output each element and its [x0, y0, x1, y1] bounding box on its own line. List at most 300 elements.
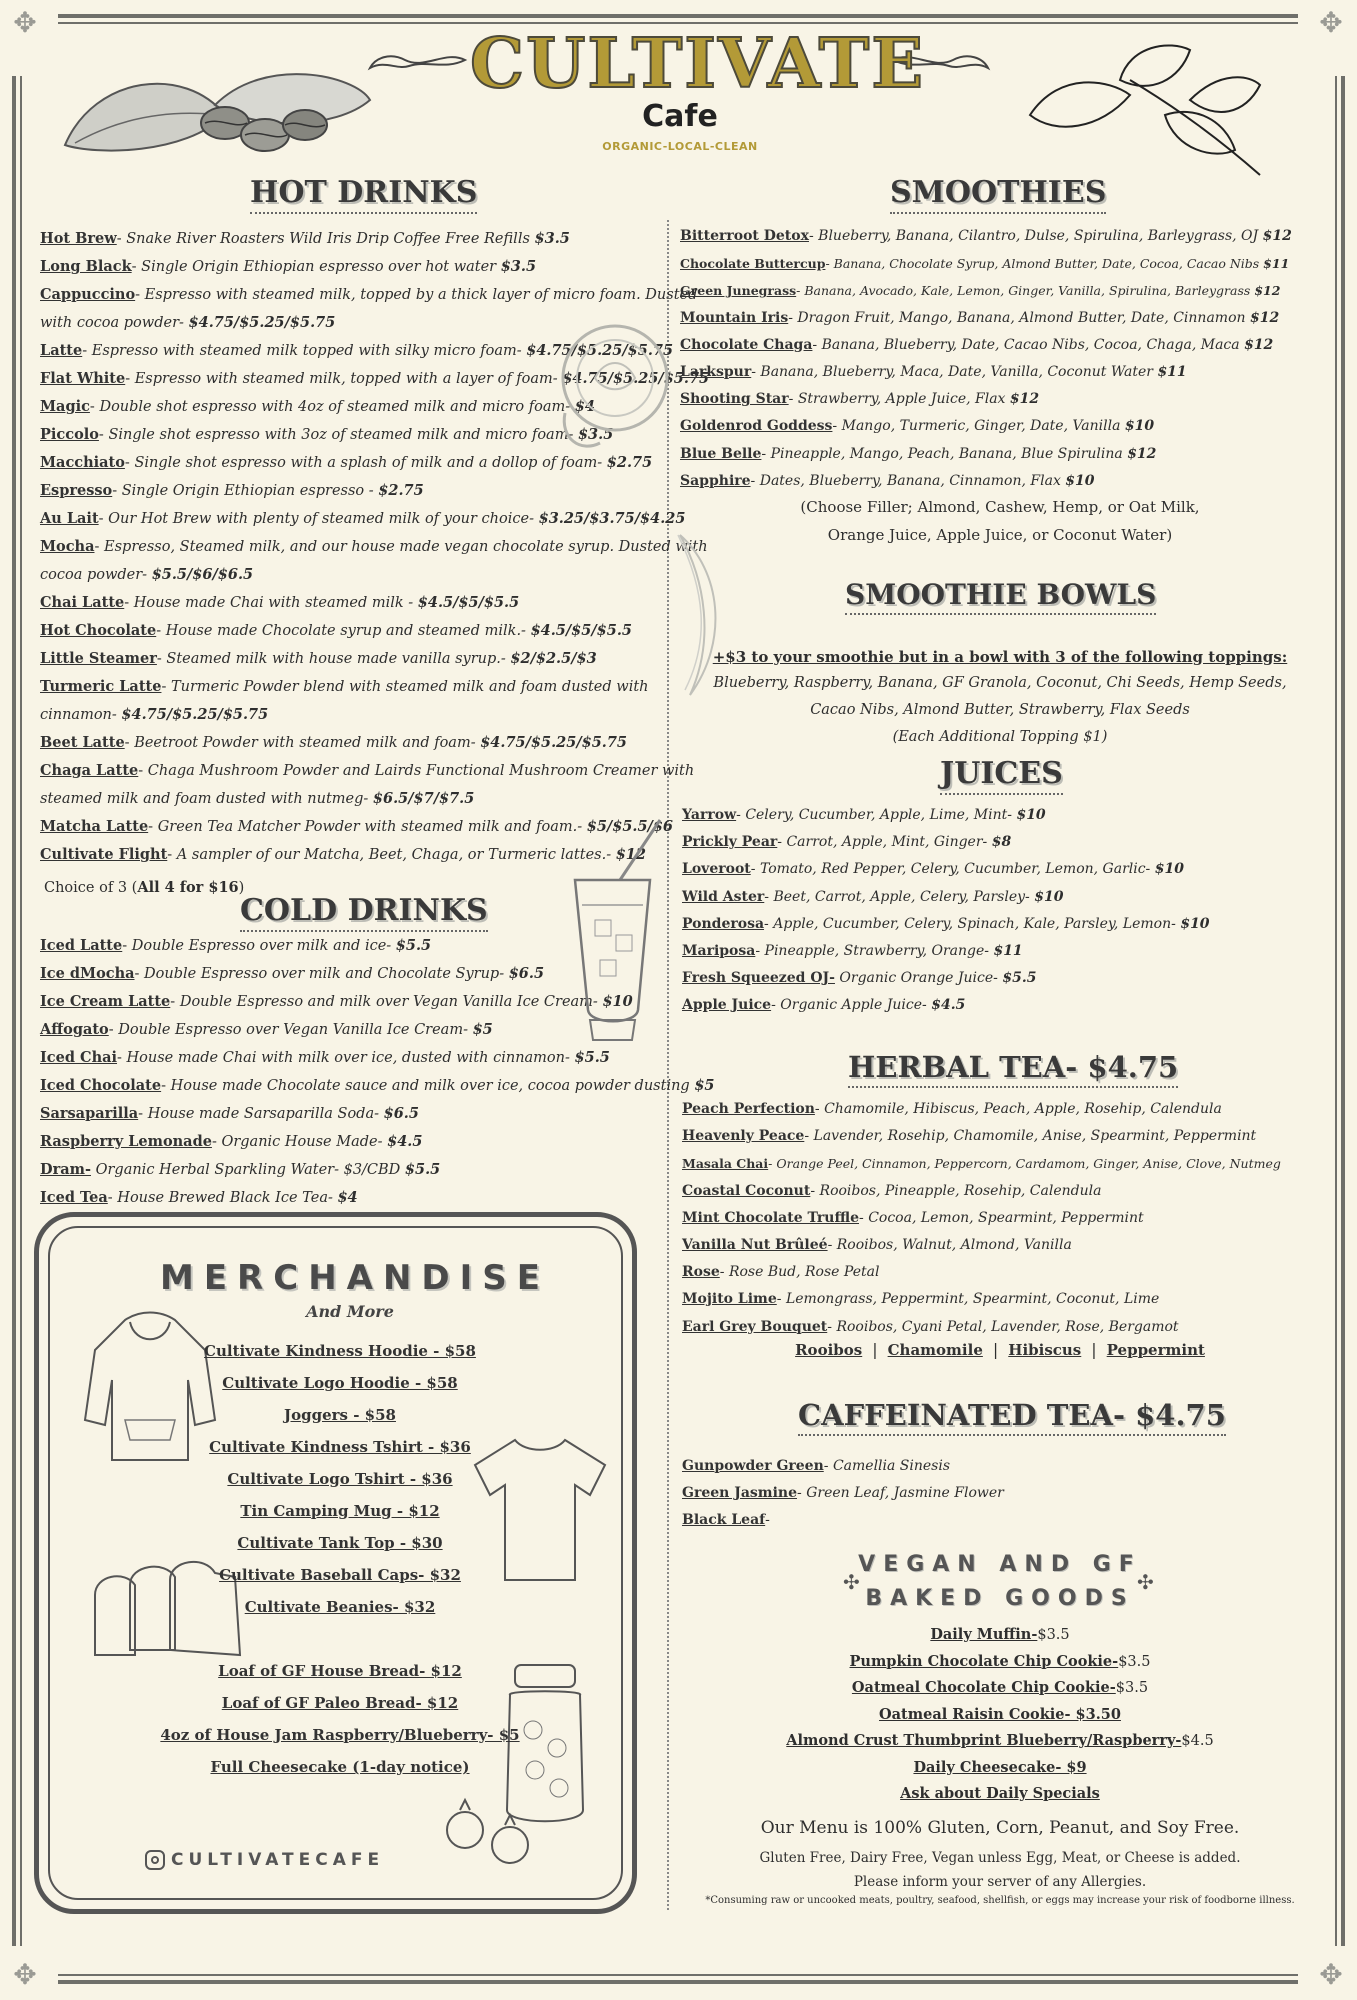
item-desc: House Brewed Black Ice Tea-: [117, 1190, 333, 1206]
list-item: Macchiato- Single shot espresso with a splash of milk and a dollop of foam- $2.75: [40, 454, 653, 471]
list-item: Affogato- Double Espresso over Vegan Vanilla Ice Cream- $5: [40, 1021, 493, 1038]
merch-item: Cultivate Tank Top - $30: [237, 1534, 443, 1552]
corner-ornament-icon: ✥: [1319, 1958, 1343, 1991]
item-desc: Dates, Blueberry, Banana, Cinnamon, Flax: [759, 472, 1061, 489]
item-price: $12: [615, 846, 646, 863]
list-item: Apple Juice- Organic Apple Juice- $4.5: [682, 997, 966, 1014]
item-price: $6.5: [383, 1105, 419, 1122]
item-price: $10: [1180, 915, 1210, 932]
item-desc: Camellia Sinesis: [832, 1458, 951, 1474]
item-name: Rose: [682, 1264, 720, 1281]
item-price: $5.5: [1002, 970, 1037, 987]
item-price: $5.5: [404, 1161, 441, 1178]
item-desc: House made Chai with milk over ice, dusted with cinnamon-: [126, 1050, 570, 1066]
item-desc: Organic Orange Juice-: [839, 970, 998, 987]
list-item: [682, 965, 1332, 992]
item-desc: Organic Apple Juice-: [780, 997, 927, 1014]
item-desc: Chamomile, Hibiscus, Peach, Apple, Rosehip, Calendula: [824, 1101, 1222, 1117]
bowls-lead: +$3 to your smoothie but in a bowl with 3 of the following toppings:: [712, 648, 1288, 666]
item-price: $3.5: [577, 426, 614, 443]
item-price: $3.5: [500, 258, 537, 275]
smoothies-title: SMOOTHIES: [890, 175, 1106, 214]
left-rule-outer: [12, 76, 16, 1946]
item-name: Cappuccino: [40, 286, 136, 303]
item-desc: A sampler of our Matcha, Beet, Chaga, or Turmeric lattes.-: [176, 847, 612, 863]
item-desc: Our Hot Brew with plenty of steamed milk of your choice-: [108, 511, 534, 527]
item-desc: Beetroot Powder with steamed milk and foam-: [134, 735, 476, 751]
item-name: Apple Juice: [682, 997, 772, 1014]
item-name: Raspberry Lemonade: [40, 1133, 212, 1150]
hot-drinks-title: HOT DRINKS: [250, 175, 477, 214]
item-price: $10: [1154, 861, 1184, 878]
list-item: Flat White- Espresso with steamed milk, topped with a layer of foam- $4.75/$5.25/$5.75: [40, 370, 710, 387]
raspberries-illustration-icon: [440, 1795, 540, 1875]
list-item: Magic- Double shot espresso with 4oz of steamed milk and micro foam- $4: [40, 398, 595, 415]
item-name: Latte: [40, 342, 83, 359]
list-item: Earl Grey Bouquet- Rooibos, Cyani Petal, Lavender, Rose, Bergamot: [682, 1318, 1179, 1335]
item-name: Dram-: [40, 1161, 91, 1178]
item-price: $11: [1263, 256, 1290, 272]
list-item: [40, 785, 665, 813]
right-rule-inner: [1335, 76, 1337, 1946]
list-item: Black Leaf-: [682, 1512, 770, 1529]
item-price: $10: [1034, 888, 1064, 905]
bowls-toppings-1: Blueberry, Raspberry, Banana, GF Granola, Coconut, Chi Seeds, Hemp Seeds,: [713, 675, 1287, 691]
list-item: [680, 1675, 1320, 1702]
list-item: [680, 1622, 1320, 1649]
ornament-right-icon: ✣: [1137, 1570, 1154, 1594]
item-desc: Double Espresso over milk and ice-: [131, 938, 392, 954]
item-price: $2.75: [378, 482, 424, 499]
item-price: $10: [1124, 418, 1155, 435]
item-name: Magic: [40, 398, 90, 415]
list-item: Matcha Latte- Green Tea Matcher Powder with steamed milk and foam.- $5/$5.5/$6: [40, 818, 674, 835]
smoothie-filler-2: Orange Juice, Apple Juice, or Coconut Water): [827, 526, 1173, 544]
footer-line-1: Our Menu is 100% Gluten, Corn, Peanut, and Soy Free.: [760, 1818, 1240, 1838]
smoothies-list: [680, 223, 1330, 495]
item-desc: Espresso, Steamed milk, and our house made vegan chocolate syrup. Dusted with: [104, 539, 708, 555]
list-item: [680, 1755, 1320, 1782]
item-name: Chaga Latte: [40, 762, 139, 779]
list-item: Blue Belle- Pineapple, Mango, Peach, Banana, Blue Spirulina $12: [680, 445, 1157, 462]
list-item: Chocolate Buttercup- Banana, Chocolate Syrup, Almond Butter, Date, Cocoa, Cacao Nibs $11: [680, 256, 1290, 272]
item-price: $12: [1244, 336, 1274, 353]
item-name: Mariposa: [682, 943, 756, 960]
instagram-icon: [145, 1850, 165, 1870]
caffeinated-tea-list: [682, 1453, 1332, 1535]
item-name: Sarsaparilla: [40, 1105, 139, 1122]
baked-title-2: BAKED GOODS: [865, 1586, 1135, 1611]
item-desc: Organic Herbal Sparkling Water- $3/CBD: [95, 1162, 401, 1178]
juices-heading-wrap: [940, 756, 1063, 795]
item-desc: Double Espresso and milk over Vegan Vanilla Ice Cream-: [179, 994, 598, 1010]
item-desc: Rooibos, Walnut, Almond, Vanilla: [836, 1237, 1072, 1254]
item-desc: Organic House Made-: [221, 1134, 383, 1150]
list-item: Peach Perfection- Chamomile, Hibiscus, Peach, Apple, Rosehip, Calendula: [682, 1101, 1222, 1117]
list-item: Mariposa- Pineapple, Strawberry, Orange- $11: [682, 943, 1023, 960]
bottom-rule-outer: [58, 1980, 1298, 1984]
brand-name: CULTIVATE: [470, 24, 926, 104]
separator: |: [1091, 1340, 1097, 1359]
item-name: Chocolate Buttercup: [680, 256, 826, 272]
separator: |: [992, 1340, 999, 1359]
item-desc: Apple, Cucumber, Celery, Spinach, Kale, Parsley, Lemon-: [773, 915, 1176, 932]
item-name: Wild Aster: [682, 888, 765, 905]
list-item: Cappuccino- Espresso with steamed milk, topped by a thick layer of micro foam. Dusted: [40, 286, 698, 303]
item-name: Almond Crust Thumbprint Blueberry/Raspberry-: [786, 1732, 1182, 1749]
item-name: Masala Chai: [682, 1156, 769, 1172]
instagram-handle[interactable]: [145, 1850, 384, 1870]
smoothies-heading-wrap: [890, 175, 1106, 214]
merch-item: 4oz of House Jam Raspberry/Blueberry- $5: [160, 1726, 520, 1744]
merch-item: Full Cheesecake (1-day notice): [210, 1758, 470, 1776]
footer-line-2: Gluten Free, Dairy Free, Vegan unless Egg, Meat, or Cheese is added.: [759, 1850, 1241, 1866]
item-name: Peach Perfection: [682, 1101, 815, 1117]
item-name: Coastal Coconut: [682, 1182, 811, 1199]
item-name: Cultivate Flight: [40, 846, 168, 863]
item-desc: Orange Peel, Cinnamon, Peppercorn, Cardamom, Ginger, Anise, Clove, Nutmeg: [776, 1156, 1281, 1172]
item-name: Vanilla Nut Brûleé: [682, 1237, 828, 1254]
list-item: Long Black- Single Origin Ethiopian espresso over hot water $3.5: [40, 258, 537, 275]
list-item: Coastal Coconut- Rooibos, Pineapple, Rosehip, Calendula: [682, 1182, 1102, 1199]
list-item: Chocolate Chaga- Banana, Blueberry, Date, Cacao Nibs, Cocoa, Chaga, Maca $12: [680, 336, 1274, 353]
list-item: Masala Chai- Orange Peel, Cinnamon, Peppercorn, Cardamom, Ginger, Anise, Clove, Nutmeg: [682, 1156, 1281, 1172]
item-price: $11: [993, 943, 1023, 960]
item-desc: Banana, Chocolate Syrup, Almond Butter, Date, Cocoa, Cacao Nibs: [833, 256, 1260, 272]
merch-item: Loaf of GF House Bread- $12: [218, 1662, 462, 1680]
list-item: [40, 701, 665, 729]
list-item: Little Steamer- Steamed milk with house made vanilla syrup.- $2/$2.5/$3: [40, 650, 597, 667]
item-desc: Green Leaf, Jasmine Flower: [806, 1485, 1004, 1502]
item-price: $3.25/$3.75/$4.25: [538, 510, 686, 527]
list-item: Mountain Iris- Dragon Fruit, Mango, Banana, Almond Butter, Date, Cinnamon $12: [680, 309, 1280, 326]
item-name: Little Steamer: [40, 650, 157, 667]
item-name: Ice dMocha: [40, 965, 135, 982]
item-price: $4.5/$5/$5.5: [417, 594, 520, 611]
iced-drink-glass-illustration-icon: [560, 810, 670, 1050]
item-name: Hot Chocolate: [40, 622, 157, 639]
item-name: Heavenly Peace: [682, 1128, 805, 1145]
item-price: $4: [337, 1189, 358, 1206]
bowls-toppings-2: Cacao Nibs, Almond Butter, Strawberry, Flax Seeds: [810, 702, 1190, 718]
item-price: $4.5: [931, 997, 966, 1014]
bowls-toppings-3: (Each Additional Topping $1): [892, 729, 1108, 745]
item-desc: Banana, Avocado, Kale, Lemon, Ginger, Vanilla, Spirulina, Barleygrass: [804, 283, 1251, 299]
item-price: $10: [1065, 472, 1095, 489]
item-name: Sapphire: [680, 472, 751, 489]
item-name: Iced Chocolate: [40, 1077, 162, 1094]
item-price: $12: [1009, 391, 1040, 408]
item-name: Hot Brew: [40, 230, 117, 247]
item-price: $11: [1157, 364, 1187, 381]
corner-ornament-icon: ✥: [1319, 6, 1343, 39]
bottom-rule-inner: [58, 1974, 1298, 1976]
list-item: Shooting Star- Strawberry, Apple Juice, Flax $12: [680, 391, 1040, 408]
item-desc: House made Chocolate syrup and steamed milk.-: [165, 623, 526, 639]
item-desc: Lavender, Rosehip, Chamomile, Anise, Spearmint, Peppermint: [813, 1128, 1257, 1145]
item-price: $4.75/$5.25/$5.75: [562, 370, 710, 387]
item-name: Oatmeal Chocolate Chip Cookie-: [851, 1679, 1116, 1696]
list-item: Heavenly Peace- Lavender, Rosehip, Chamomile, Anise, Spearmint, Peppermint: [682, 1128, 1257, 1145]
item-desc: Banana, Blueberry, Date, Cacao Nibs, Cocoa, Chaga, Maca: [821, 336, 1240, 353]
merch-item: Loaf of GF Paleo Bread- $12: [221, 1694, 459, 1712]
list-item: Ponderosa- Apple, Cucumber, Celery, Spinach, Kale, Parsley, Lemon- $10: [682, 915, 1210, 932]
top-rule-outer: [58, 14, 1298, 18]
list-item: Espresso- Single Origin Ethiopian espresso - $2.75: [40, 482, 424, 499]
item-price: $4.75/$5.25/$5.75: [188, 314, 336, 331]
list-item: Cultivate Flight- A sampler of our Matcha, Beet, Chaga, or Turmeric lattes.- $12: [40, 846, 646, 863]
item-desc: House made Chai with steamed milk -: [133, 595, 414, 611]
merchandise-subtitle: And More: [306, 1302, 394, 1321]
item-name: Iced Latte: [40, 937, 123, 954]
list-item: Mojito Lime- Lemongrass, Peppermint, Spearmint, Coconut, Lime: [682, 1291, 1160, 1308]
item-price: $3.5: [534, 230, 570, 247]
baked-goods-list: [680, 1622, 1320, 1808]
item-price: $3.5: [1115, 1680, 1149, 1696]
list-item: [680, 1649, 1320, 1676]
item-price: $3.5: [1037, 1627, 1070, 1643]
item-name: Earl Grey Bouquet: [682, 1318, 828, 1335]
item-name: Ask about Daily Specials: [900, 1785, 1100, 1802]
list-item: [680, 1702, 1320, 1729]
item-name: Mountain Iris: [680, 309, 789, 326]
item-desc: Carrot, Apple, Mint, Ginger-: [786, 834, 988, 851]
ornament-left-icon: ✣: [843, 1570, 860, 1594]
brand-logo: [470, 24, 926, 153]
list-item: [680, 1781, 1320, 1808]
list-item: Chai Latte- House made Chai with steamed milk - $4.5/$5/$5.5: [40, 594, 520, 611]
tea-single-chamomile[interactable]: Chamomile: [887, 1341, 983, 1359]
item-price: $5/$5.5/$6: [586, 818, 674, 835]
item-name: Affogato: [40, 1021, 109, 1038]
list-item: Iced Tea- House Brewed Black Ice Tea- $4: [40, 1189, 358, 1206]
baked-title-1: VEGAN AND GF: [858, 1552, 1142, 1577]
list-item: [40, 561, 665, 589]
item-price: $3.5: [1118, 1653, 1151, 1670]
herbal-tea-list: [682, 1096, 1332, 1341]
item-desc: Chaga Mushroom Powder and Lairds Functional Mushroom Creamer with: [147, 763, 695, 779]
item-name: Larkspur: [680, 364, 752, 381]
item-price: $12: [1254, 283, 1281, 299]
item-price: $4.75/$5.25/$5.75: [480, 734, 628, 751]
ornament-left-icon: [365, 40, 470, 80]
list-item: Bitterroot Detox- Blueberry, Banana, Cilantro, Dulse, Spirulina, Barleygrass, OJ $12: [680, 228, 1292, 244]
item-desc: Rose Bud, Rose Petal: [728, 1264, 880, 1281]
caffeinated-heading-wrap: [798, 1398, 1226, 1436]
item-price: $10: [602, 993, 633, 1010]
cold-drinks-heading-wrap: [240, 893, 488, 932]
item-desc: Double Espresso over milk and Chocolate Syrup-: [144, 966, 505, 982]
item-name: Mint Chocolate Truffle: [682, 1209, 859, 1226]
herbal-heading-wrap: [848, 1050, 1178, 1088]
list-item: Yarrow- Celery, Cucumber, Apple, Lime, Mint- $10: [682, 807, 1046, 823]
smoothie-bowls-title: SMOOTHIE BOWLS: [845, 578, 1156, 615]
item-name: Ice Cream Latte: [40, 993, 171, 1010]
item-desc: Pineapple, Strawberry, Orange-: [764, 943, 989, 960]
item-name: Daily Cheesecake- $9: [913, 1758, 1087, 1776]
corner-ornament-icon: ✥: [13, 6, 37, 39]
coffee-beans-illustration-icon: [55, 55, 375, 160]
list-item: Au Lait- Our Hot Brew with plenty of steamed milk of your choice- $3.25/$3.75/$4.25: [40, 510, 686, 527]
list-item: Ice Cream Latte- Double Espresso and milk over Vegan Vanilla Ice Cream- $10: [40, 993, 633, 1010]
list-item: Goldenrod Goddess- Mango, Turmeric, Ginger, Date, Vanilla $10: [680, 418, 1155, 435]
list-item: Larkspur- Banana, Blueberry, Maca, Date, Vanilla, Coconut Water $11: [680, 364, 1187, 381]
flight-note: Choice of 3 (All 4 for $16): [44, 879, 245, 896]
list-item: Loveroot- Tomato, Red Pepper, Celery, Cucumber, Lemon, Garlic- $10: [682, 861, 1184, 878]
list-item: Iced Chai- House made Chai with milk over ice, dusted with cinnamon- $5.5: [40, 1049, 610, 1066]
item-desc: Celery, Cucumber, Apple, Lime, Mint-: [745, 807, 1012, 823]
item-price: $4: [574, 398, 595, 415]
item-desc: Snake River Roasters Wild Iris Drip Coffee Free Refills: [126, 231, 530, 247]
item-price: $12: [1249, 309, 1280, 326]
list-item: Piccolo- Single shot espresso with 3oz of steamed milk and micro foam- $3.5: [40, 426, 614, 443]
merch-item: Joggers - $58: [284, 1406, 396, 1424]
footer-line-3: Please inform your server of any Allergies.: [853, 1874, 1147, 1890]
item-desc: Single Origin Ethiopian espresso over hot water: [141, 259, 497, 275]
list-item: [680, 1728, 1320, 1755]
item-name: Fresh Squeezed OJ-: [682, 970, 835, 987]
item-desc: Single shot espresso with 3oz of steamed milk and micro foam-: [108, 427, 574, 443]
brand-subtitle: Cafe: [642, 99, 718, 134]
item-desc: Dragon Fruit, Mango, Banana, Almond Butter, Date, Cinnamon: [797, 309, 1246, 326]
item-price: $5.5/$6/$6.5: [151, 566, 254, 583]
hot-drinks-heading-wrap: [250, 175, 477, 214]
juices-list: [682, 802, 1332, 1020]
item-desc: Espresso with steamed milk, topped with a layer of foam-: [134, 371, 558, 387]
item-desc: Blueberry, Banana, Cilantro, Dulse, Spirulina, Barleygrass, OJ: [818, 228, 1259, 244]
list-item: Chaga Latte- Chaga Mushroom Powder and Lairds Functional Mushroom Creamer with: [40, 762, 695, 779]
item-name: Pumpkin Chocolate Chip Cookie-: [849, 1652, 1119, 1670]
item-name: Iced Chai: [40, 1049, 118, 1066]
item-price: $4.75/$5.25/$5.75: [526, 342, 674, 359]
item-desc: Beet, Carrot, Apple, Celery, Parsley-: [773, 888, 1030, 905]
list-item: Green Junegrass- Banana, Avocado, Kale, Lemon, Ginger, Vanilla, Spirulina, Barleygrass $12: [680, 283, 1281, 299]
caffeinated-tea-title: CAFFEINATED TEA- $4.75: [798, 1398, 1226, 1436]
item-name: Bitterroot Detox: [680, 228, 809, 244]
item-desc: Tomato, Red Pepper, Celery, Cucumber, Lemon, Garlic-: [759, 861, 1151, 878]
juices-title: JUICES: [940, 756, 1063, 795]
instagram-text: CULTIVATECAFE: [171, 1850, 385, 1870]
item-price: $4.5: [1181, 1733, 1214, 1749]
tea-single-peppermint[interactable]: Peppermint: [1106, 1341, 1205, 1359]
merch-item: Cultivate Beanies- $32: [244, 1598, 436, 1616]
list-item: Iced Chocolate- House made Chocolate sauce and milk over ice, cocoa powder dusting $5: [40, 1077, 715, 1094]
item-desc: cinnamon-: [40, 707, 117, 723]
item-desc: Single shot espresso with a splash of milk and a dollop of foam-: [134, 455, 603, 471]
smoothie-filler-1: (Choose Filler; Almond, Cashew, Hemp, or Oat Milk,: [800, 498, 1200, 516]
merch-item: Cultivate Logo Tshirt - $36: [227, 1470, 453, 1488]
right-rule-outer: [1341, 76, 1345, 1946]
list-item: Latte- Espresso with steamed milk topped with silky micro foam- $4.75/$5.25/$5.75: [40, 342, 674, 359]
item-desc: Single Origin Ethiopian espresso -: [121, 483, 374, 499]
item-name: Loveroot: [682, 861, 751, 878]
cold-drinks-title: COLD DRINKS: [240, 893, 488, 932]
item-price: $12: [1262, 228, 1292, 244]
tea-single-hibiscus[interactable]: Hibiscus: [1008, 1341, 1082, 1359]
merch-item: Cultivate Kindness Tshirt - $36: [209, 1438, 471, 1456]
item-name: Green Jasmine: [682, 1485, 797, 1502]
item-price: $6.5: [508, 965, 545, 982]
list-item: Mocha- Espresso, Steamed milk, and our house made vegan chocolate syrup. Dusted with: [40, 538, 708, 555]
item-price: $4.5: [387, 1133, 423, 1150]
merch-item: Cultivate Logo Hoodie - $58: [222, 1374, 458, 1392]
item-desc: Strawberry, Apple Juice, Flax: [797, 391, 1006, 408]
item-name: Yarrow: [682, 807, 737, 823]
item-name: Matcha Latte: [40, 818, 149, 835]
item-price: $5.5: [574, 1049, 610, 1066]
list-item: Vanilla Nut Brûleé- Rooibos, Walnut, Almond, Vanilla: [682, 1237, 1072, 1254]
item-name: Goldenrod Goddess: [680, 418, 833, 435]
list-item: Raspberry Lemonade- Organic House Made- $4.5: [40, 1133, 423, 1150]
item-name: Green Junegrass: [680, 283, 797, 299]
item-name: Ponderosa: [682, 915, 765, 932]
item-name: Shooting Star: [680, 391, 789, 408]
item-desc: Espresso with steamed milk, topped by a thick layer of micro foam. Dusted: [144, 287, 698, 303]
list-item: Gunpowder Green- Camellia Sinesis: [682, 1458, 951, 1474]
item-desc: Double shot espresso with 4oz of steamed milk and micro foam-: [99, 399, 571, 415]
list-item: Beet Latte- Beetroot Powder with steamed milk and foam- $4.75/$5.25/$5.75: [40, 734, 628, 751]
list-item: Hot Brew- Snake River Roasters Wild Iris Drip Coffee Free Refills $3.5: [40, 230, 570, 247]
item-desc: Banana, Blueberry, Maca, Date, Vanilla, Coconut Water: [760, 364, 1153, 381]
separator: |: [872, 1340, 878, 1359]
merch-item: Cultivate Baseball Caps- $32: [219, 1566, 461, 1584]
item-name: Chocolate Chaga: [680, 336, 813, 353]
item-name: Oatmeal Raisin Cookie- $3.50: [879, 1705, 1121, 1723]
item-name: Mojito Lime: [682, 1291, 777, 1308]
item-price: $8: [991, 834, 1012, 851]
list-item: Rose- Rose Bud, Rose Petal: [682, 1264, 880, 1281]
item-price: $6.5/$7/$7.5: [372, 790, 475, 807]
item-price: $2.75: [606, 454, 653, 471]
herbal-tea-title: HERBAL TEA- $4.75: [848, 1050, 1178, 1088]
item-desc: cocoa powder-: [40, 567, 148, 583]
item-name: Turmeric Latte: [40, 678, 162, 695]
item-name: Flat White: [40, 370, 126, 387]
item-desc: with cocoa powder-: [40, 315, 184, 331]
item-desc: Turmeric Powder blend with steamed milk and foam dusted with: [170, 679, 649, 695]
item-desc: Rooibos, Cyani Petal, Lavender, Rose, Bergamot: [836, 1318, 1179, 1335]
item-name: Espresso: [40, 482, 113, 499]
list-item: Iced Latte- Double Espresso over milk and ice- $5.5: [40, 937, 432, 954]
item-price: $5: [472, 1021, 493, 1038]
item-name: Black Leaf: [682, 1512, 766, 1529]
item-desc: Pineapple, Mango, Peach, Banana, Blue Spirulina: [770, 445, 1123, 462]
list-item: Ice dMocha- Double Espresso over milk and Chocolate Syrup- $6.5: [40, 965, 545, 982]
item-desc: House made Chocolate sauce and milk over ice, cocoa powder dusting: [170, 1078, 690, 1094]
item-desc: Lemongrass, Peppermint, Spearmint, Coconut, Lime: [785, 1291, 1160, 1308]
item-name: Chai Latte: [40, 594, 125, 611]
item-price: $10: [1016, 807, 1046, 823]
leaves-illustration-icon: [1020, 40, 1265, 180]
item-desc: Rooibos, Pineapple, Rosehip, Calendula: [819, 1182, 1102, 1199]
left-rule-inner: [20, 76, 22, 1946]
item-name: Piccolo: [40, 426, 99, 443]
tea-single-rooibos[interactable]: Rooibos: [795, 1341, 863, 1359]
merch-item: Tin Camping Mug - $12: [240, 1502, 440, 1520]
list-item: Prickly Pear- Carrot, Apple, Mint, Ginger- $8: [682, 834, 1012, 851]
item-name: Au Lait: [40, 510, 99, 527]
latte-cup-illustration-icon: [555, 318, 675, 458]
item-desc: Espresso with steamed milk topped with silky micro foam-: [91, 343, 522, 359]
item-desc: Steamed milk with house made vanilla syrup.-: [166, 651, 506, 667]
item-price: $4.75/$5.25/$5.75: [121, 706, 269, 723]
item-name: Prickly Pear: [682, 834, 778, 851]
list-item: Wild Aster- Beet, Carrot, Apple, Celery, Parsley- $10: [682, 888, 1064, 905]
item-desc: Mango, Turmeric, Ginger, Date, Vanilla: [841, 418, 1121, 435]
item-desc: Green Tea Matcher Powder with steamed milk and foam.-: [157, 819, 583, 835]
item-name: Gunpowder Green: [682, 1458, 824, 1474]
merchandise-title: MERCHANDISE: [160, 1258, 551, 1298]
